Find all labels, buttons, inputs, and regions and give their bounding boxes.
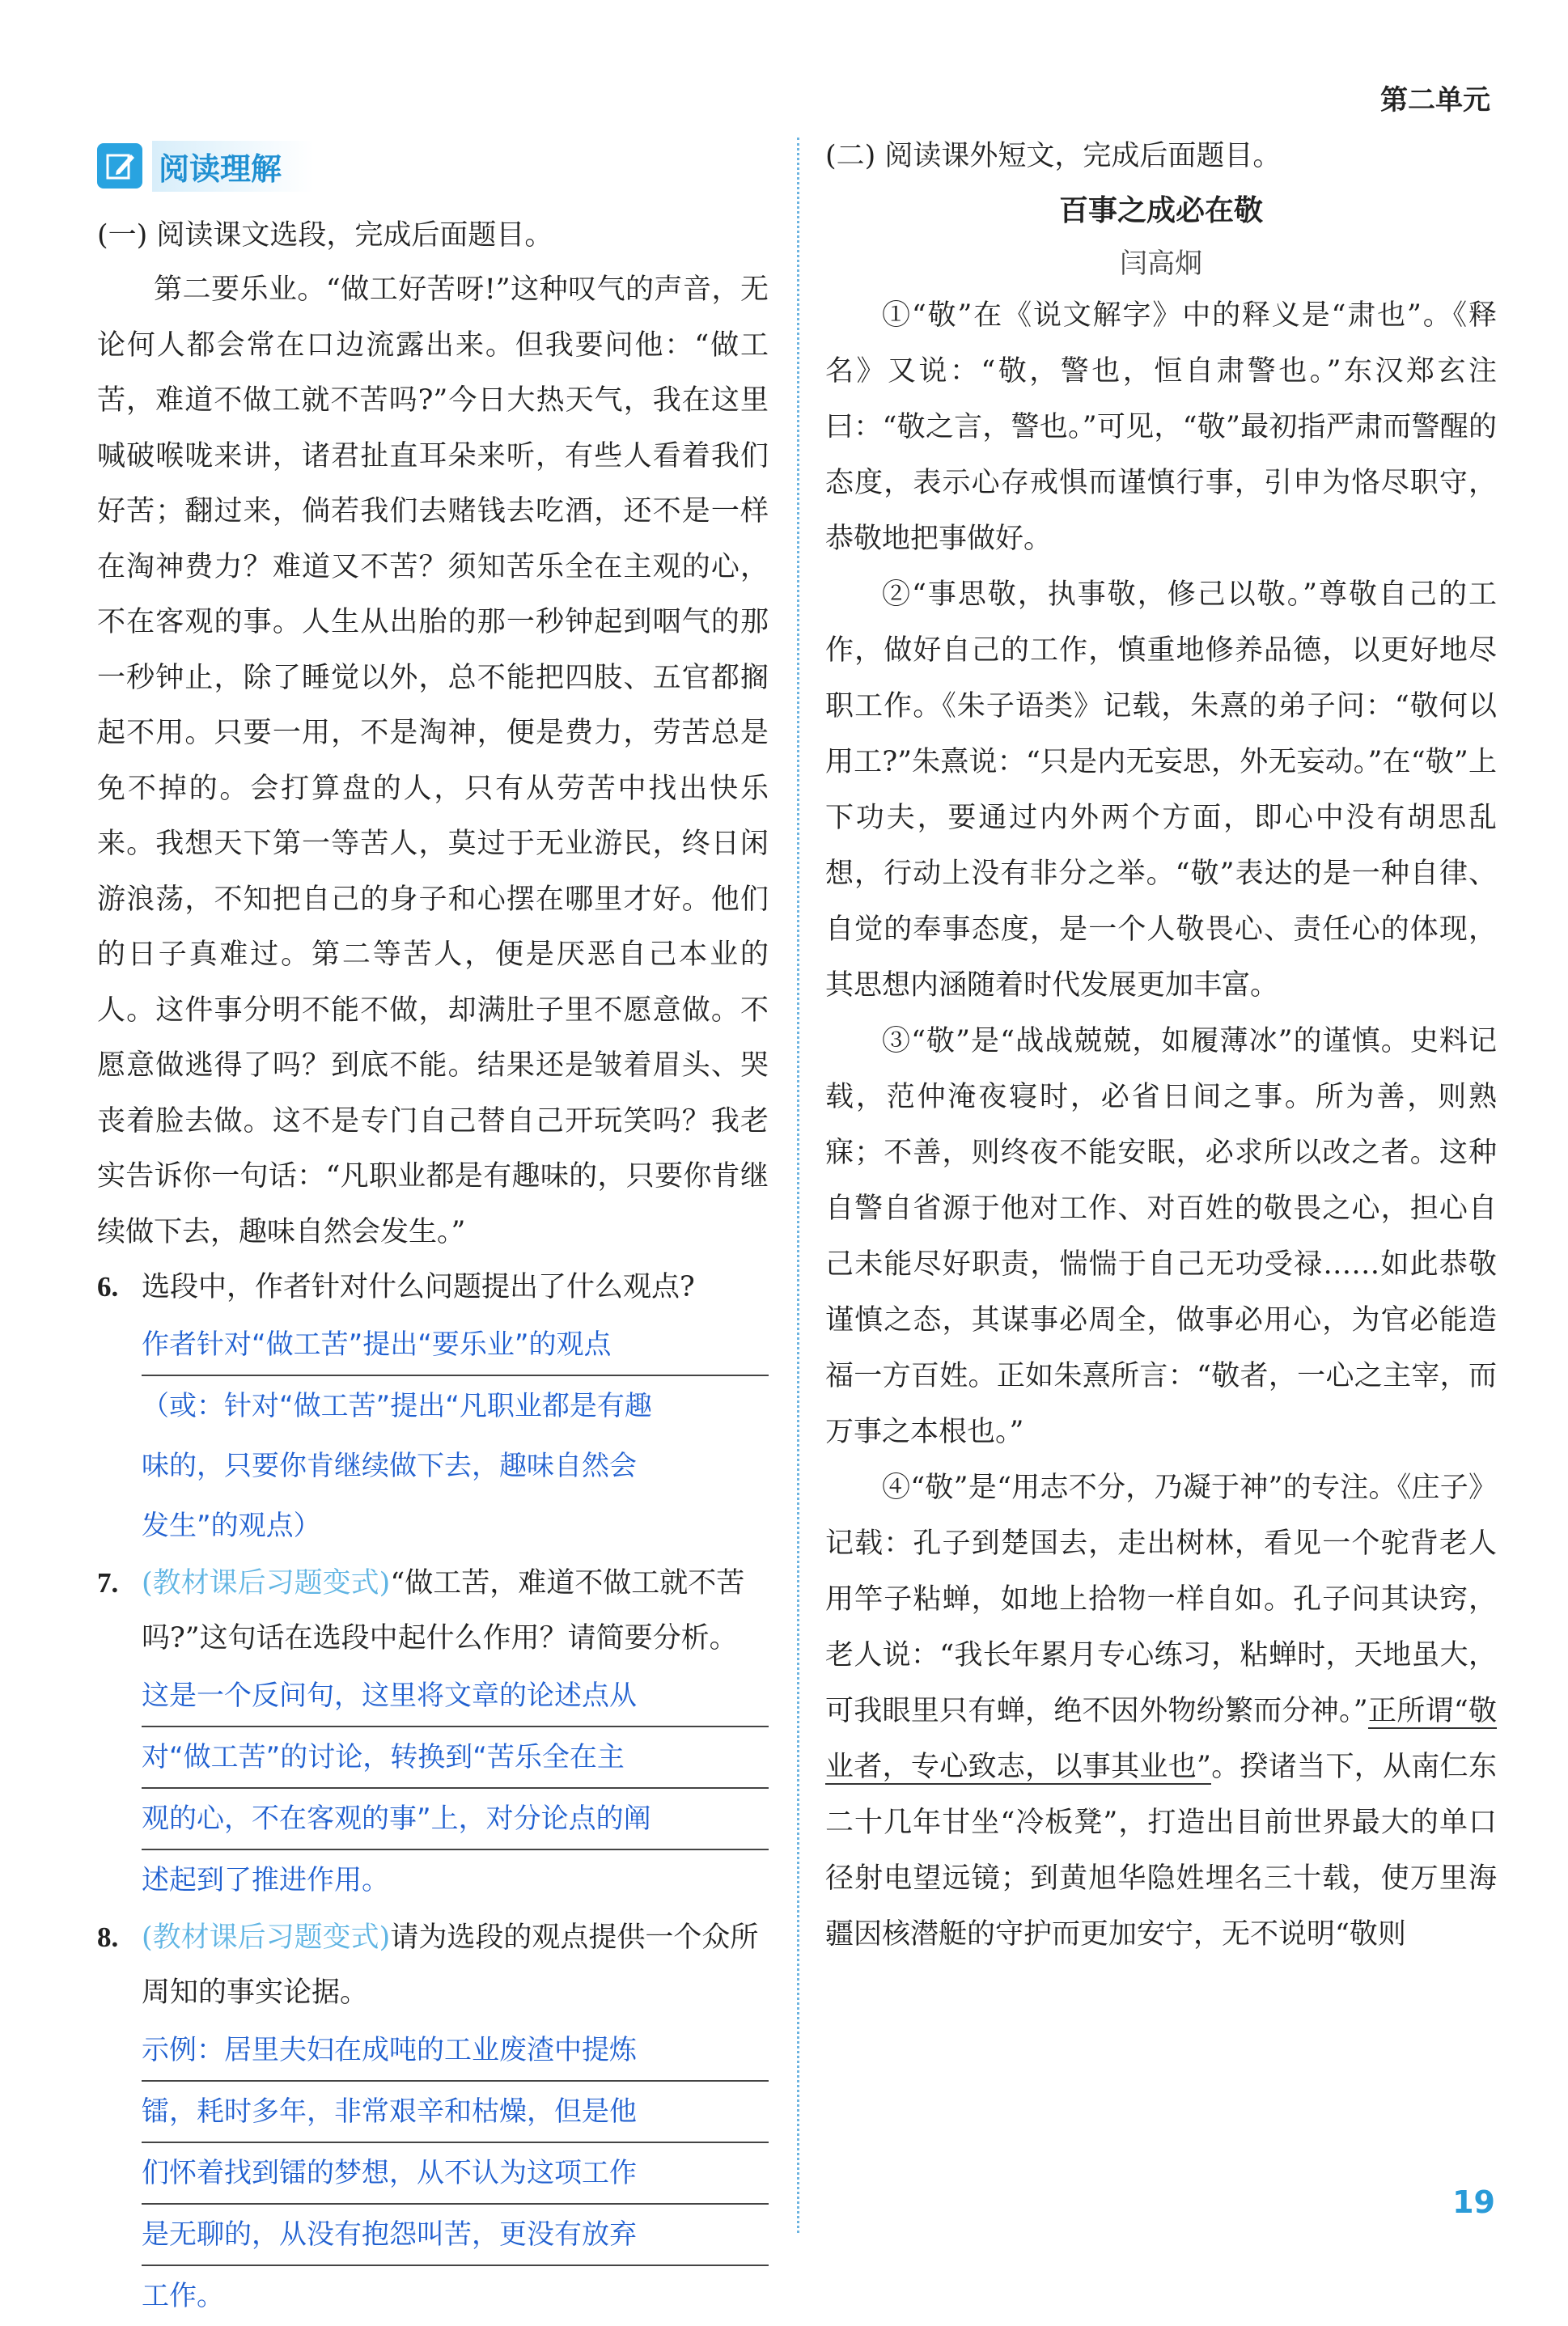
section-header [97, 138, 769, 194]
page-number: 19 [1452, 2184, 1495, 2220]
answer-line: 们怀着找到镭的梦想，从不认为这项工作 [142, 2143, 769, 2205]
paragraph-4-end: 。揆诸当下，从南仁东二十几年甘坐“冷板凳”，打造出目前世界最大的单口径射电望远镜；到黄旭华隐姓埋名三十载，使万里海疆因核潜艇的守护而更加安宁，无不说明“敬则 [825, 1751, 1497, 1951]
question-tag: (教材课后习题变式) [142, 1567, 391, 1599]
unit-title: 第二单元 [1380, 84, 1490, 117]
column-divider [797, 138, 799, 2233]
question-number: 7. [97, 1567, 119, 1599]
answer-line: 述起到了推进作用。 [142, 1864, 389, 1896]
underlined-sentence: 正所谓“敬业者，专心致志，以事其业也” [825, 1695, 1497, 1783]
answer-line: 作者针对“做工苦”提出“要乐业”的观点 [142, 1315, 769, 1376]
answer-line: 是无聊的，从没有抱怨叫苦，更没有放弃 [142, 2205, 769, 2266]
question-tag: (教材课后习题变式) [142, 1921, 391, 1954]
question-number: 6. [97, 1271, 119, 1303]
section-title: 阅读理解 [152, 141, 314, 192]
answer-line: 工作。 [142, 2280, 224, 2312]
right-column [825, 129, 1497, 1963]
part1-passage: 第二要乐业。“做工好苦呀!”这种叹气的声音，无论何人都会常在口边流露出来。但我要问他：“做工苦，难道不做工就不苦吗?”今日大热天气，我在这里喊破喉咙来讲，诸君扯直耳朵来听，有些人看着我们好苦；翻过来，倘若我们去赌钱去吃酒，还不是一样在淘神费力？难道又不苦？须知苦乐全在主观的心，不在客观的事。人生从出胎的那一秒钟起到咽气的那一秒钟止，除了睡觉以外，总不能把四肢、五官都搁起不用。只要一用，不是淘神，便是费力，劳苦总是免不掉的。会打算盘的人，只有从劳苦中找出快乐来。我想天下第一等苦人，莫过于无业游民，终日闲游浪荡，不知把自己的身子和心摆在哪里才好。他们的日子真难过。第二等苦人，便是厌恶自己本业的人。这件事分明不能不做，却满肚子里不愿意做。不愿意做逃得了吗？到底不能。结果还是皱着眉头、哭丧着脸去做。这不是专门自己替自己开玩笑吗？我老实告诉你一句话：“凡职业都是有趣味的，只要你肯继续做下去，趣味自然会发生。” [97, 273, 769, 1248]
question-text: “做工苦，难道不做工就不苦吗?”这句话在选段中起什么作用？请简要分析。 [142, 1567, 745, 1654]
part2-intro: (二) 阅读课外短文，完成后面题目。 [825, 140, 1282, 172]
essay-title: 百事之成必在敬 [1058, 194, 1263, 227]
answer-line: 示例：居里夫妇在成吨的工业废渣中提炼 [142, 2020, 769, 2082]
essay-author: 闫高炯 [1120, 248, 1202, 280]
question-text: 选段中，作者针对什么问题提出了什么观点? [142, 1271, 695, 1303]
essay-paragraph-2: ②“事思敬，执事敬，修己以敬。”尊敬自己的工作，做好自己的工作，慎重地修养品德，以更好地尽职工作。《朱子语类》记载，朱熹的弟子问：“敬何以用工?”朱熹说：“只是内无妄思，外无妄动。”在“敬”上下功夫，要通过内外两个方面，即心中没有胡思乱想，行动上没有非分之举。“敬”表达的是一种自律、自觉的奉事态度，是一个人敬畏心、责任心的体现，其思想内涵随着时代发展更加丰富。 [825, 578, 1497, 1002]
answer-line: 这是一个反问句，这里将文章的论述点从 [142, 1666, 769, 1727]
question-number: 8. [97, 1921, 119, 1953]
question-7 [97, 1556, 769, 1666]
paragraph-4-start: ④“敬”是“用志不分，乃凝于神”的专注。《庄子》记载：孔子到楚国去，走出树林，看见一个驼背老人用竿子粘蝉，如地上拾物一样自如。孔子问其诀窍，老人说：“我长年累月专心练习，粘蝉时，天地虽大，可我眼里只有蝉，绝不因外物纷繁而分神。” [825, 1472, 1497, 1727]
answer-line: （或：针对“做工苦”提出“凡职业都是有趣 [142, 1390, 652, 1422]
left-column [97, 138, 769, 2326]
essay-paragraph-3: ③“敬”是“战战兢兢，如履薄冰”的谨慎。史料记载，范仲淹夜寝时，必省日间之事。所为善，则熟寐；不善，则终夜不能安眠，必求所以改之者。这种自警自省源于他对工作、对百姓的敬畏之心，担心自己未能尽好职责，惴惴于自己无功受禄……如此恭敬谨慎之态，其谋事必周全，做事必用心，为官必能造福一方百姓。正如朱熹所言：“敬者，一心之主宰，而万事之本根也。” [825, 1025, 1497, 1448]
pencil-note-icon [97, 143, 142, 189]
essay-paragraph-4 [825, 1460, 1497, 1963]
essay-paragraph-1: ①“敬”在《说文解字》中的释义是“肃也”。《释名》又说：“敬，警也，恒自肃警也。”东汉郑玄注曰：“敬之言，警也。”可见，“敬”最初指严肃而警醒的态度，表示心存戒惧而谨慎行事，引申为恪尽职守，恭敬地把事做好。 [825, 299, 1497, 555]
answer-line: 镭，耗时多年，非常艰辛和枯燥，但是他 [142, 2082, 769, 2143]
answer-line: 发生”的观点） [142, 1510, 321, 1542]
question-text: 请为选段的观点提供一个众所周知的事实论据。 [142, 1921, 759, 2009]
part1-intro: (一) 阅读课文选段，完成后面题目。 [97, 219, 553, 252]
question-8 [97, 1910, 769, 2020]
answer-line: 味的，只要你肯继续做下去，趣味自然会 [142, 1450, 637, 1482]
question-6 [97, 1260, 769, 1315]
answer-line: 对“做工苦”的讨论，转换到“苦乐全在主 [142, 1727, 769, 1789]
answer-line: 观的心，不在客观的事”上，对分论点的阐 [142, 1789, 769, 1850]
